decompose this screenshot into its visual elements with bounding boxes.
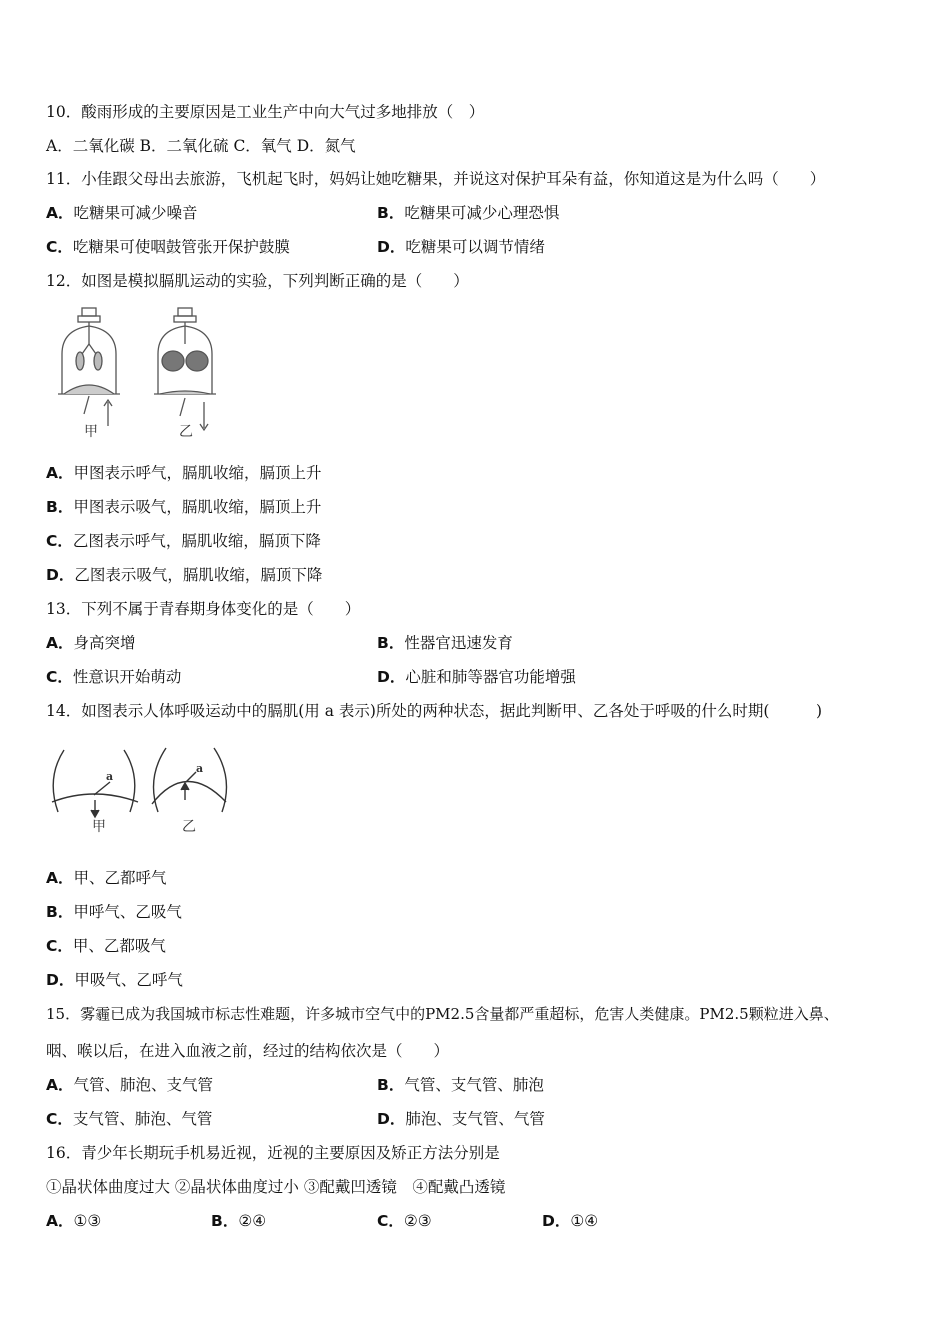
q13-stem: 13．下列不属于青春期身体变化的是（ ） bbox=[46, 600, 361, 618]
q14-stem: 14．如图表示人体呼吸运动中的膈肌(用 a 表示)所处的两种状态，据此判断甲、乙各处于呼吸的什么时期( ) bbox=[46, 702, 823, 720]
q12-option-d: D．乙图表示吸气，膈肌收缩，膈顶下降 bbox=[46, 566, 323, 584]
q12-option-b: B．甲图表示吸气，膈肌收缩，膈顶上升 bbox=[46, 498, 322, 516]
q16-option-d: D．①④ bbox=[542, 1212, 599, 1230]
q15-option-d: D．肺泡、支气管、气管 bbox=[377, 1110, 545, 1128]
q10-options: A．二氧化碳 B．二氧化硫 C．氧气 D．氮气 bbox=[46, 137, 356, 155]
figure2-caption-jia: 甲 bbox=[92, 819, 106, 834]
q16-option-a: A．①③ bbox=[46, 1212, 102, 1230]
q15-stem: 15．雾霾已成为我国城市标志性难题，许多城市空气中的PM2.5含量都严重超标，危害人类健康。PM2.5颗粒进入鼻、 bbox=[46, 1005, 839, 1023]
q15-option-c: C．支气管、肺泡、气管 bbox=[46, 1110, 213, 1128]
q10-stem: 10．酸雨形成的主要原因是工业生产中向大气过多地排放（ ） bbox=[46, 103, 485, 121]
q12-stem: 12．如图是模拟膈肌运动的实验，下列判断正确的是（ ） bbox=[46, 272, 469, 290]
diaphragm-right bbox=[152, 748, 227, 812]
q15-stem-continued: 咽、喉以后，在进入血液之前，经过的结构依次是（ ） bbox=[46, 1042, 450, 1060]
q16-option-c: C．②③ bbox=[377, 1212, 432, 1230]
q16-choices: ①晶状体曲度过大 ②晶状体曲度过小 ③配戴凹透镜 ④配戴凸透镜 bbox=[46, 1178, 506, 1196]
q13-option-a: A．身高突增 bbox=[46, 634, 136, 652]
q14-option-d: D．甲吸气、乙呼气 bbox=[46, 971, 183, 989]
q13-option-d: D．心脏和肺等器官功能增强 bbox=[377, 668, 576, 686]
marker-a-left: a bbox=[106, 770, 114, 783]
q14-option-b: B．甲呼气、乙吸气 bbox=[46, 903, 182, 921]
diaphragm-model-figure bbox=[52, 304, 242, 442]
figure2-caption-yi: 乙 bbox=[182, 819, 196, 834]
diaphragm-left bbox=[52, 750, 138, 817]
q14-option-a: A．甲、乙都呼气 bbox=[46, 869, 167, 887]
q11-option-c: C．吃糖果可使咽鼓管张开保护鼓膜 bbox=[46, 238, 290, 256]
q14-option-c: C．甲、乙都吸气 bbox=[46, 937, 166, 955]
q16-option-b: B．②④ bbox=[211, 1212, 267, 1230]
q15-option-a: A．气管、肺泡、支气管 bbox=[46, 1076, 214, 1094]
q11-option-b: B．吃糖果可减少心理恐惧 bbox=[377, 204, 560, 222]
q11-stem: 11．小佳跟父母出去旅游，飞机起飞时，妈妈让她吃糖果，并说这对保护耳朵有益，你知道这是为什么吗（ ） bbox=[46, 170, 826, 188]
q12-option-a: A．甲图表示呼气，膈肌收缩，膈顶上升 bbox=[46, 464, 322, 482]
q13-option-c: C．性意识开始萌动 bbox=[46, 668, 182, 686]
marker-a-right: a bbox=[196, 762, 204, 775]
jar-right bbox=[154, 308, 216, 430]
q12-option-c: C．乙图表示呼气，膈肌收缩，膈顶下降 bbox=[46, 532, 321, 550]
q11-option-a: A．吃糖果可减少噪音 bbox=[46, 204, 198, 222]
q11-option-d: D．吃糖果可以调节情绪 bbox=[377, 238, 545, 256]
jar-left bbox=[58, 308, 120, 426]
diaphragm-state-figure bbox=[44, 738, 234, 834]
figure-caption-yi: 乙 bbox=[179, 424, 193, 440]
q13-option-b: B．性器官迅速发育 bbox=[377, 634, 513, 652]
figure-caption-jia: 甲 bbox=[84, 424, 98, 440]
q16-stem: 16．青少年长期玩手机易近视，近视的主要原因及矫正方法分别是 bbox=[46, 1144, 500, 1162]
q15-option-b: B．气管、支气管、肺泡 bbox=[377, 1076, 544, 1094]
